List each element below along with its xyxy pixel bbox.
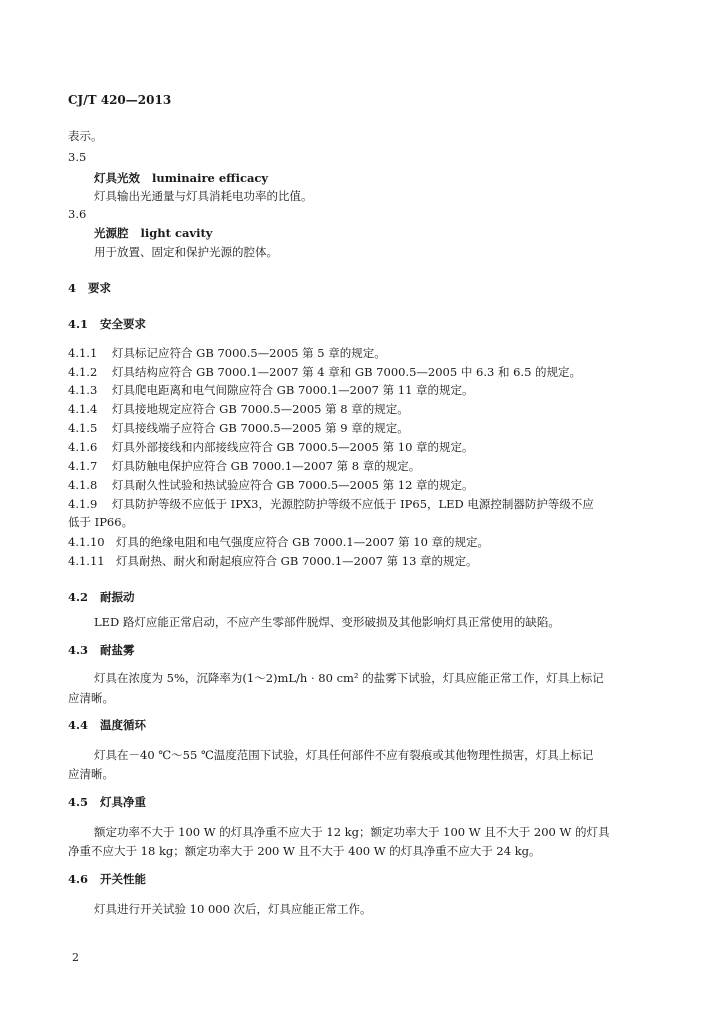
section-3-6-text: 用于放置、固定和保护光源的腔体。 (94, 245, 278, 259)
section-4-6-number: 4.6 (68, 872, 89, 886)
clause-4-1-7 (68, 458, 420, 474)
clause-number: 4.1.1 (68, 346, 98, 360)
section-3-6-title-en: light cavity (140, 226, 213, 240)
section-4-5-heading (68, 794, 146, 810)
section-4-4-heading (68, 717, 146, 733)
section-4-5-number: 4.5 (68, 795, 89, 809)
section-4-6-text: 灯具进行开关试验 10 000 次后，灯具应能正常工作。 (94, 902, 372, 916)
section-4-4-text-line1: 灯具在－40 ℃～55 ℃温度范围下试验，灯具任何部件不应有裂痕或其他物理性损害，灯具上标记 (94, 748, 594, 762)
page-number: 2 (72, 951, 79, 964)
clause-text: 灯具耐久性试验和热试验应符合 GB 7000.5—2005 第 12 章的规定。 (112, 478, 474, 492)
section-4-3-number: 4.3 (68, 643, 89, 657)
section-3-5-title-en: luminaire efficacy (152, 171, 269, 185)
clause-text: 灯具标记应符合 GB 7000.5—2005 第 5 章的规定。 (112, 346, 386, 360)
section-4-6-title: 开关性能 (100, 872, 146, 886)
clause-number: 4.1.6 (68, 440, 98, 454)
section-4-5-title: 灯具净重 (100, 795, 146, 809)
clause-4-1-4 (68, 401, 409, 417)
clause-4-1-9 (68, 496, 594, 512)
clause-number: 4.1.3 (68, 383, 98, 397)
intro-tail: 表示。 (68, 129, 103, 143)
clause-text: 灯具防护等级不应低于 IPX3，光源腔防护等级不应低于 IP65，LED 电源控制器防护等级不应 (112, 497, 594, 511)
clause-text: 灯具爬电距离和电气间隙应符合 GB 7000.1—2007 第 11 章的规定。 (112, 383, 474, 397)
clause-text: 灯具外部接线和内部接线应符合 GB 7000.5—2005 第 10 章的规定。 (112, 440, 474, 454)
section-4-3-text-line2: 应清晰。 (68, 691, 114, 705)
clause-4-1-8 (68, 477, 474, 493)
section-4-5-text-line2: 净重不应大于 18 kg；额定功率大于 200 W 且不大于 400 W 的灯具净重不应大于 24 kg。 (68, 844, 541, 858)
section-3-6-number: 3.6 (68, 207, 87, 221)
clause-number: 4.1.2 (68, 365, 98, 379)
clause-text: 灯具接地规定应符合 GB 7000.5—2005 第 8 章的规定。 (112, 402, 409, 416)
clause-4-1-11 (68, 553, 478, 569)
clause-number: 4.1.9 (68, 497, 98, 511)
section-4-5-text-line1: 额定功率不大于 100 W 的灯具净重不应大于 12 kg；额定功率大于 100 W 且不大于 200 W 的灯具 (94, 825, 610, 839)
clause-text: 灯具结构应符合 GB 7000.1—2007 第 4 章和 GB 7000.5—2005 中 6.3 和 6.5 的规定。 (112, 365, 582, 379)
section-3-5-title-zh: 灯具光效 (94, 171, 140, 185)
section-4-3-text-line1: 灯具在浓度为 5%，沉降率为(1～2)mL/h · 80 cm² 的盐雾下试验，灯具应能正常工作，灯具上标记 (94, 671, 604, 685)
section-4-2-text: LED 路灯应能正常启动，不应产生零部件脱焊、变形破损及其他影响灯具正常使用的缺陷。 (94, 615, 560, 629)
section-4-6-heading (68, 871, 146, 887)
section-4-2-title: 耐振动 (100, 590, 135, 604)
clause-number: 4.1.8 (68, 478, 98, 492)
clause-text: 灯具接线端子应符合 GB 7000.5—2005 第 9 章的规定。 (112, 421, 409, 435)
section-4-2-heading (68, 589, 135, 605)
clause-4-1-9-cont: 低于 IP66。 (68, 515, 134, 529)
section-4-4-title: 温度循环 (100, 718, 146, 732)
section-4-4-number: 4.4 (68, 718, 89, 732)
section-4-1-heading (68, 316, 146, 332)
section-4-2-number: 4.2 (68, 590, 89, 604)
section-4-1-title: 安全要求 (100, 317, 146, 331)
section-4-heading (68, 280, 111, 296)
section-4-title: 要求 (88, 281, 111, 295)
section-4-1-number: 4.1 (68, 317, 89, 331)
section-3-5-number: 3.5 (68, 150, 87, 164)
clause-number: 4.1.11 (68, 554, 105, 568)
clause-number: 4.1.10 (68, 535, 105, 549)
clause-4-1-6 (68, 439, 474, 455)
clause-text: 灯具防触电保护应符合 GB 7000.1—2007 第 8 章的规定。 (112, 459, 421, 473)
clause-4-1-10 (68, 534, 489, 550)
section-3-6-title-zh: 光源腔 (94, 226, 129, 240)
section-3-6-title (94, 225, 212, 241)
clause-4-1-5 (68, 420, 409, 436)
clause-4-1-2 (68, 364, 581, 380)
section-3-5-title (94, 170, 268, 186)
clause-number: 4.1.4 (68, 402, 98, 416)
section-4-3-heading (68, 642, 135, 658)
clause-4-1-3 (68, 382, 474, 398)
section-4-4-text-line2: 应清晰。 (68, 767, 114, 781)
section-4-3-title: 耐盐雾 (100, 643, 135, 657)
clause-4-1-1 (68, 345, 386, 361)
clause-number: 4.1.7 (68, 459, 98, 473)
clause-number: 4.1.5 (68, 421, 98, 435)
header-code: CJ/T 420—2013 (68, 93, 172, 107)
clause-text: 灯具耐热、耐火和耐起痕应符合 GB 7000.1—2007 第 13 章的规定。 (116, 554, 478, 568)
clause-text: 灯具的绝缘电阻和电气强度应符合 GB 7000.1—2007 第 10 章的规定。 (116, 535, 490, 549)
section-3-5-text: 灯具输出光通量与灯具消耗电功率的比值。 (94, 189, 313, 203)
section-4-number: 4 (68, 281, 77, 295)
